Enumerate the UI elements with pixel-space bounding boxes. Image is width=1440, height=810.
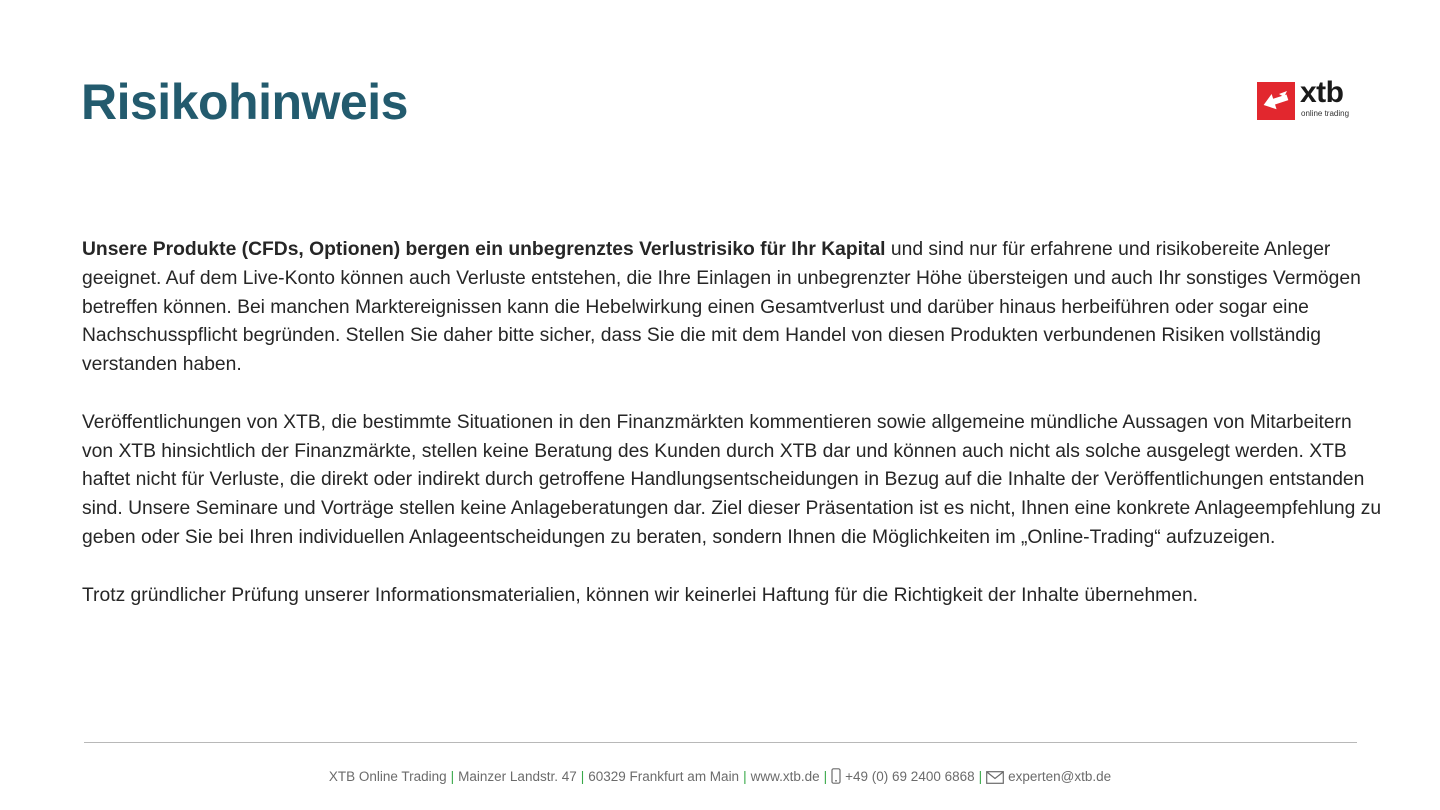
footer-email-link[interactable]: experten@xtb.de [1008,769,1112,784]
logo-wordmark: xtb [1300,76,1344,109]
footer-contact [0,767,1440,790]
footer-divider [84,742,1357,743]
footer-website-link[interactable]: www.xtb.de [750,769,820,784]
paragraph-publications: Veröffentlichungen von XTB, die bestimmte Situationen in den Finanzmärkten kommentieren sowie allgemeine mündliche Aussagen von Mitarbeitern von XTB hinsichtlich der Finanzmärkte, stellen keine Beratung des Kunden durch XTB dar und können auch nicht als solche ausgelegt werden. XTB haftet nicht für Verluste, die direkt oder indirekt durch getroffene Handlungsentscheidungen in Bezug auf die Inhalte der Veröffentlichungen entstanden sind. Unsere Seminare und Vorträge stellen keine Anlageberatungen dar. Ziel dieser Präsentation ist es nicht, Ihnen eine konkrete Anlageempfehlung zu geben oder Sie bei Ihren individuellen Anlageentscheidungen zu beraten, sondern Ihnen die Möglichkeiten im „Online-Trading“ aufzuzeigen. [82,411,1382,548]
footer-city: 60329 Frankfurt am Main [588,769,740,784]
footer-phone: +49 (0) 69 2400 6868 [845,769,975,784]
page-title: Risikohinweis [81,74,408,130]
phone-icon [831,768,841,790]
footer-street: Mainzer Landstr. 47 [458,769,577,784]
paragraph-risk-warning [82,236,1382,380]
xtb-logo-mark-icon [1257,82,1295,120]
footer-company: XTB Online Trading [328,769,447,784]
envelope-icon [986,770,1004,790]
footer-separator: | [743,769,747,784]
footer-separator: | [450,769,455,784]
footer-separator: | [823,769,828,784]
risk-warning-bold: Unsere Produkte (CFDs, Optionen) bergen ein unbegrenztes Verlustrisiko für Ihr Kapital [82,239,886,260]
risk-warning-rest: und sind nur für erfahrene und risikobereite Anleger geeignet. Auf dem Live-Konto können auch Verluste entstehen, die Ihre Einlagen in unbegrenzter Höhe übersteigen und auch Ihr sonstiges Vermögen betreffen können. Bei manchen Marktereignissen kann die Hebelwirkung einen Gesamtverlust und darüber hinaus herbeiführen oder sogar eine Nachschusspflicht begründen. Stellen Sie daher bitte sicher, dass Sie die mit dem Handel von diesen Produkten verbundenen Risiken vollständig verstanden haben. [82,239,1361,376]
xtb-logo [1257,76,1367,122]
risk-disclaimer-text [82,236,1382,610]
logo-tagline: online trading [1301,109,1350,118]
footer-separator: | [978,769,983,784]
footer-separator: | [580,769,585,784]
paragraph-liability: Trotz gründlicher Prüfung unserer Informationsmaterialien, können wir keinerlei Haftung für die Richtigkeit der Inhalte übernehmen. [82,584,1199,606]
